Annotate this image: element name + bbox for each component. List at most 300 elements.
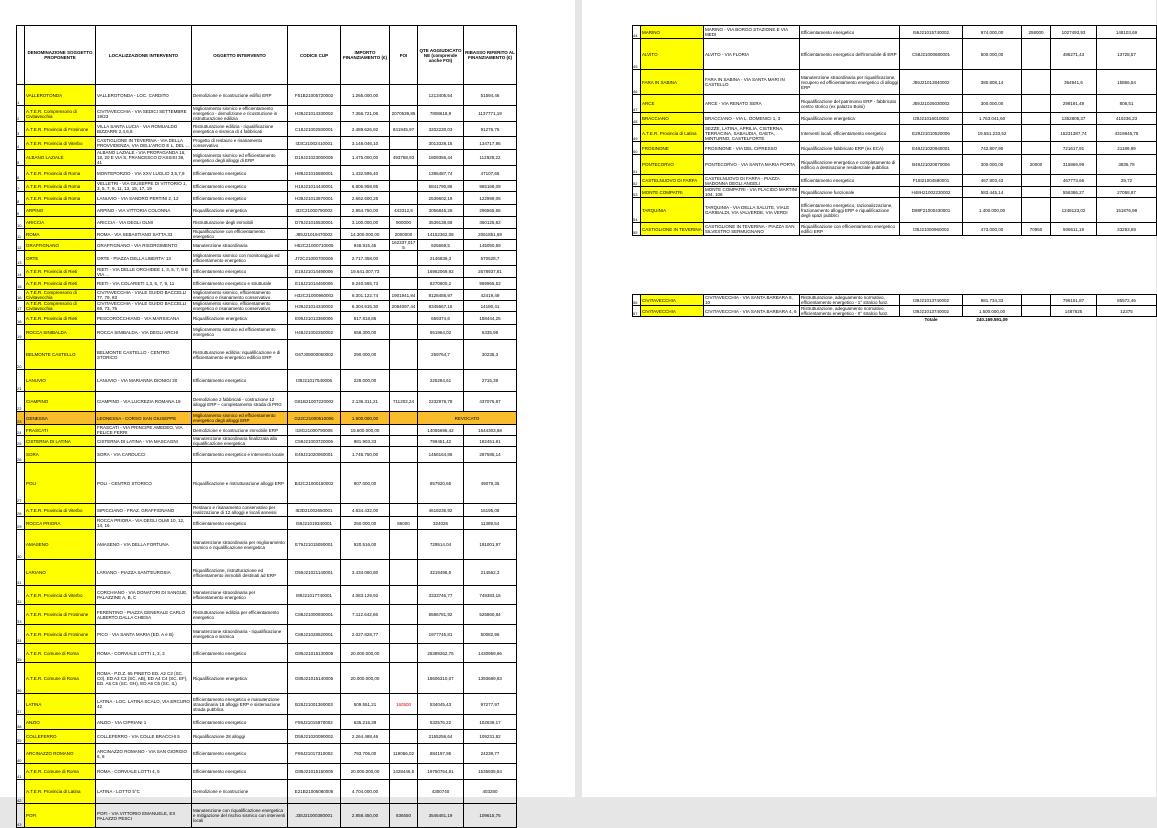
row-number: 26 — [17, 447, 25, 463]
location-cell: FROSINONE - VIA DEL CIPRESSO — [704, 142, 800, 155]
subject-cell: Manutenzione straordinaria per miglioramento sismico e riqualificazione energetica — [192, 530, 288, 560]
discount-cell: 410236,23 — [1097, 113, 1157, 125]
proponent-cell: A.T.E.R. Provincia di Frosinone — [25, 625, 96, 644]
subject-cell: Demolizione 2 fabbricati - costruzione 12 alloggi ERP – completamento strada di PRG — [192, 392, 288, 412]
table-row — [17, 137, 517, 150]
proponent-cell: VALLEROTONDA — [25, 85, 96, 106]
proponent-cell: MARINO — [641, 26, 704, 39]
table-row — [17, 370, 517, 392]
funding-table — [632, 25, 1157, 322]
qte-cell: 259764,7 — [418, 340, 464, 370]
foi-cell — [1022, 70, 1051, 95]
row-number: 19 — [17, 325, 25, 340]
proponent-cell: COLLEFERRO — [25, 730, 96, 744]
subject-cell: Manutenzione straordinaria per riqualificazione, recupero ed efficientamento energetico di alloggi ERP — [800, 70, 900, 95]
foi-cell — [390, 192, 418, 205]
row-number: 36 — [17, 663, 25, 694]
proponent-cell: A.T.E.R. Provincia di Viterbo — [25, 137, 96, 150]
row-number: 49 — [633, 125, 641, 142]
total-value: 240.169.591,09 — [976, 317, 1008, 322]
row-number: 39 — [17, 730, 25, 744]
row-number: 5 — [17, 150, 25, 166]
foi-cell — [390, 605, 418, 625]
qte-cell: 1977745,81 — [418, 625, 464, 644]
table-row — [17, 715, 517, 730]
cup-code-cell: J72C21000700006 — [288, 251, 341, 266]
location-cell: ROMA - CORVIALE LOTTI 4, 5 — [96, 764, 192, 780]
qte-cell: 4618236,92 — [418, 504, 464, 517]
location-cell: ARCINAZZO ROMANO - VIA SAN GIORGIO 6, 8 — [96, 744, 192, 764]
qte-cell: 2232978,78 — [418, 392, 464, 412]
amount-cell: 1.500.000,00 — [341, 412, 390, 425]
foi-cell — [390, 780, 418, 804]
table-row — [17, 290, 517, 301]
total-blank — [1097, 317, 1157, 323]
table-row — [633, 295, 1157, 306]
subject-cell: Efficientamento energetico — [192, 764, 288, 780]
table-row — [17, 644, 517, 663]
amount-cell: 3.148.046,10 — [341, 137, 390, 150]
subject-cell: Efficientamento energetico e intervento locale — [192, 447, 288, 463]
amount-cell: 1.500.000,00 — [963, 306, 1022, 317]
location-cell: VELLETRI - VIA GIUSEPPE DI VITTORIO 1, 3, 5, 7, 9, 11, 13, 15, 17, 19 — [96, 181, 192, 192]
row-number: 13 — [17, 251, 25, 266]
cup-code-cell: H39J21014330002 — [288, 106, 341, 122]
discount-cell: 27058,87 — [1097, 187, 1157, 198]
row-number: 51 — [633, 155, 641, 175]
amount-cell: 250.000,00 — [341, 517, 390, 530]
proponent-cell: ARCE — [641, 95, 704, 113]
cup-code-cell: C58J21000680001 — [900, 39, 963, 70]
subject-cell: Progetto di restauro e risanamento conservativo — [192, 137, 288, 150]
table-row — [17, 251, 517, 266]
location-cell: LANUVIO - VIA SANDRO PERTINI 2, 12 — [96, 192, 192, 205]
qte-cell: 2539602,19 — [418, 192, 464, 205]
qte-cell: 651964,02 — [418, 325, 464, 340]
discount-cell: 122998,06 — [464, 192, 517, 205]
location-cell: AMASENO - VIA DELLA FORTUNA — [96, 530, 192, 560]
proponent-cell: A.T.E.R. Provincia di Latina — [25, 780, 96, 804]
amount-cell: 1.400.000,00 — [963, 198, 1022, 223]
subject-cell: Riqualificazione fabbricato ERP (ex ECA) — [800, 142, 900, 155]
amount-cell: 974.000,00 — [963, 26, 1022, 39]
proponent-cell: A.T.E.R. Provincia di Frosinone — [25, 605, 96, 625]
row-number: 1 — [17, 85, 25, 106]
cup-code-cell: E21B21005080006 — [288, 780, 341, 804]
subject-cell: Efficientamento energetico — [192, 644, 288, 663]
qte-cell: 3219498,5 — [418, 560, 464, 586]
table-row — [17, 312, 517, 325]
proponent-cell: ALBANO LAZIALE — [25, 150, 96, 166]
table-row — [17, 447, 517, 463]
discount-cell: 134717,95 — [464, 137, 517, 150]
subject-cell: Miglioramento sismico e efficientamento energetico - demolizione e ricostruzione in ristrutturazione edilizia — [192, 106, 288, 122]
cup-code-cell: F18I21004590001 — [900, 175, 963, 187]
row-number: 22 — [17, 392, 25, 412]
qte-cell: 1458164,86 — [418, 447, 464, 463]
row-number: 32 — [17, 586, 25, 605]
foi-cell: 836550 — [390, 804, 418, 828]
header-row — [17, 26, 517, 85]
proponent-cell: ALVITO — [641, 39, 704, 70]
proponent-cell: A.T.E.R. Comprensorio di Civitavecchia — [25, 106, 96, 122]
location-cell: MONTE COMPATRI - VIA PLACIDO MARTINI 104, 106 — [704, 187, 800, 198]
column-header: DENOMINAZIONE SOGGETTO PROPONENTE — [25, 26, 96, 85]
discount-cell: 1544303,58 — [464, 425, 517, 436]
discount-cell: 33293,69 — [1097, 223, 1157, 236]
discount-cell: 13728,57 — [1097, 39, 1157, 70]
proponent-cell: CASTIGLIONE IN TEVERINA — [641, 223, 704, 236]
cup-code-cell: F69J21017310002 — [288, 744, 341, 764]
qte-cell: 2155256,64 — [418, 730, 464, 744]
subject-cell: Efficientamento energetico — [192, 715, 288, 730]
proponent-cell: FARA IN SABINA — [641, 70, 704, 95]
table-row — [17, 412, 517, 425]
qte-cell: 3333746,77 — [418, 586, 464, 605]
cup-code-cell: J59J21025030002 — [900, 95, 963, 113]
cup-code-cell: E49J21020060001 — [288, 447, 341, 463]
subject-cell: Miglioramento sismico, efficientamento energetico e risanamento conservativo — [192, 301, 288, 312]
amount-cell: 467.803,43 — [963, 175, 1022, 187]
amount-cell: 473.000,00 — [963, 223, 1022, 236]
proponent-cell: PONTECORVO — [641, 155, 704, 175]
foi-cell — [390, 312, 418, 325]
table-row — [633, 198, 1157, 223]
table-row — [17, 229, 517, 240]
cup-code-cell: F59J21015970002 — [288, 715, 341, 730]
row-number: 6 — [17, 166, 25, 181]
location-cell: BELMONTE CASTELLO - CENTRO STORICO — [96, 340, 192, 370]
location-cell: ROMA - P.D.Z. 65 PINETO ED. A2 C2 (SC. C0), ED A3 C3 (SC. AB), ED A4 C4 (SC. EF), ED. A5 C5 (SC. GH), ED A6 C6 (SC. IL) — [96, 663, 192, 694]
cup-code-cell: E49J21020940001 — [900, 142, 963, 155]
total-row — [633, 317, 1157, 323]
subject-cell: Efficientamento energetico — [192, 192, 288, 205]
row-number: 48 — [633, 113, 641, 125]
subject-cell: Riqualificazione energetica — [192, 312, 288, 325]
proponent-cell: AMASENO — [25, 530, 96, 560]
qte-cell: 3202230,03 — [418, 122, 464, 137]
subject-cell: Efficientamento energetico — [192, 370, 288, 392]
discount-cell: 97277,97 — [464, 694, 517, 715]
row-number: 20 — [17, 340, 25, 370]
location-cell: ANZIO - VIA CIPRIANI 1 — [96, 715, 192, 730]
column-header: LOCALIZZAZIONE INTERVENTO — [96, 26, 192, 85]
row-number: 12 — [17, 240, 25, 251]
row-number: 3 — [17, 122, 25, 137]
total-blank — [641, 317, 704, 323]
foi-cell — [390, 663, 418, 694]
table-row — [17, 192, 517, 205]
cup-code-cell: C59J21003720006 — [288, 436, 341, 447]
subject-cell: Riqualificazione con efficientamento energetico edifici ERP — [800, 223, 900, 236]
proponent-cell: FRASCATI — [25, 425, 96, 436]
cup-code-cell: D59J21021140001 — [288, 560, 341, 586]
proponent-cell: A.T.E.R. Provincia di Rieti — [25, 312, 96, 325]
amount-cell: 1.265.000,00 — [341, 85, 390, 106]
discount-cell: 29,72 — [1097, 175, 1157, 187]
foi-cell: 70950 — [1022, 223, 1051, 236]
qte-cell: 4300740 — [418, 780, 464, 804]
subject-cell: Manutenzione straordinaria per efficientamento energetico — [192, 586, 288, 605]
cup-code-cell: I59J21019340001 — [288, 517, 341, 530]
proponent-cell: CASTELNUOVO DI FARFA — [641, 175, 704, 187]
amount-cell: 881.734,33 — [963, 295, 1022, 306]
discount-cell: 42419,49 — [464, 290, 517, 301]
discount-cell: 3835,78 — [1097, 155, 1157, 175]
qte-cell: 14152362,08 — [418, 229, 464, 240]
foi-cell — [390, 730, 418, 744]
cup-code-cell: J59J21013840002 — [900, 70, 963, 95]
table-row — [17, 625, 517, 644]
amount-cell: 19.641.007,73 — [341, 266, 390, 278]
row-number: 18 — [17, 312, 25, 325]
foi-cell — [390, 412, 418, 425]
foi-cell — [390, 436, 418, 447]
cup-code-cell: C18J21002500001 — [288, 122, 341, 137]
table-row — [17, 517, 517, 530]
amount-cell: 20.000.000,00 — [341, 644, 390, 663]
row-number: 37 — [17, 694, 25, 715]
cup-code-cell: B42C21000150002 — [288, 463, 341, 504]
cup-code-cell: D59J21020090002 — [288, 730, 341, 744]
discount-cell: 360125,82 — [464, 217, 517, 229]
cup-code-cell: D88F21000430001 — [900, 198, 963, 223]
location-cell: POLI - CENTRO STORICO — [96, 463, 192, 504]
column-header: IMPORTO FINANZIAMENTO (€) — [341, 26, 390, 85]
qte-cell: 7808618,9 — [418, 106, 464, 122]
table-row — [17, 301, 517, 312]
amount-cell: 2.264.488,46 — [341, 730, 390, 744]
subject-cell: Efficientamento energetico — [800, 26, 900, 39]
subject-cell: Riqualificazione con efficientamento energetico — [192, 229, 288, 240]
discount-cell: 14180,41 — [464, 301, 517, 312]
qte-cell: 721617,91 — [1051, 142, 1097, 155]
amount-cell: 19.551.233,52 — [963, 125, 1022, 142]
discount-cell: 2715,39 — [464, 370, 517, 392]
qte-cell: 1248123,02 — [1051, 198, 1097, 223]
location-cell: ROMA - VIA SEBASTIANO SATTA 33 — [96, 229, 192, 240]
table-row — [17, 392, 517, 412]
location-cell: ORTE - PIAZZA DELLA LIBERTA' 13 — [96, 251, 192, 266]
location-cell: CIVITAVECCHIA - VIALE GUIDO BACCELLI 69, 73, 75 — [96, 301, 192, 312]
table-row — [17, 217, 517, 229]
discount-cell: 437076,87 — [464, 392, 517, 412]
row-number: 42 — [17, 780, 25, 804]
discount-cell: 12375 — [1097, 306, 1157, 317]
table-row — [17, 340, 517, 370]
row-number: 8 — [17, 192, 25, 205]
location-cell: LANUVIO - VIA MARIANNA DIONIGI 20 — [96, 370, 192, 392]
foi-cell: 711202,24 — [390, 392, 418, 412]
subject-cell: Demolizione e ricostruzione edifici ERP — [192, 85, 288, 106]
proponent-cell: LANUVIO — [25, 370, 96, 392]
location-cell: MARINO - VIA BORGO STAZIONE E VIA MEDI — [704, 26, 800, 39]
location-cell: FRASCATI - VIA PRINCIPE AMEDEO, VIA FELICE FERRI — [96, 425, 192, 436]
subject-cell: Efficientamento energetico — [192, 744, 288, 764]
qte-cell: REVOCATO — [418, 412, 517, 425]
proponent-cell: A.T.E.R. Provincia di Viterbo — [25, 586, 96, 605]
discount-cell: 525860,84 — [464, 605, 517, 625]
discount-cell: 49079,35 — [464, 463, 517, 504]
discount-cell: 11389,54 — [464, 517, 517, 530]
cup-code-cell: G89J21015140005 — [288, 663, 341, 694]
qte-cell: 729514,04 — [418, 530, 464, 560]
proponent-cell: POFI — [25, 804, 96, 828]
location-cell: LATINA - LOTTO 5°C — [96, 780, 192, 804]
row-number: 34 — [17, 625, 25, 644]
total-blank — [800, 317, 900, 323]
foi-cell — [1022, 125, 1051, 142]
qte-cell: 14055696,42 — [418, 425, 464, 436]
discount-cell: 1535935,84 — [464, 764, 517, 780]
proponent-cell: A.T.E.R. Comprensorio di Civitavecchia — [25, 301, 96, 312]
table-row — [17, 463, 517, 504]
qte-cell: 1213405,54 — [418, 85, 464, 106]
proponent-cell: GENESSA — [25, 412, 96, 425]
amount-cell: 9.240.565,73 — [341, 278, 390, 290]
proponent-cell: BRACCIANO — [641, 113, 704, 125]
cup-code-cell: J38J21000380001 — [288, 804, 341, 828]
discount-cell: 296565,66 — [464, 205, 517, 217]
cup-code-cell: J89J21019470002 — [288, 229, 341, 240]
amount-cell: 14.300.000,00 — [341, 229, 390, 240]
cup-code-cell: E99J21013360006 — [288, 312, 341, 325]
amount-cell: 793.706,00 — [341, 744, 390, 764]
qte-cell: 299191,49 — [1051, 95, 1097, 113]
proponent-cell: SORA — [25, 447, 96, 463]
qte-cell: 1352805,37 — [1051, 113, 1097, 125]
amount-cell: 4.083.129,92 — [341, 586, 390, 605]
foi-cell — [390, 340, 418, 370]
table-row — [633, 113, 1157, 125]
row-number: 29 — [17, 517, 25, 530]
row-number: 16 — [17, 290, 25, 301]
table-row — [17, 325, 517, 340]
proponent-cell: LATINA — [25, 694, 96, 715]
document-page-2 — [582, 0, 1156, 797]
amount-cell: 583.445,14 — [963, 187, 1022, 198]
foi-cell: 162337,0175 — [390, 240, 418, 251]
amount-cell: 228.000,00 — [341, 370, 390, 392]
row-number: 47 — [633, 95, 641, 113]
location-cell: VILLA SANTA LUCIA - VIA ROMUALDO BIZZARRI 2,4,6,8 — [96, 122, 192, 137]
location-cell: ARCE - VIA RENATO SERA — [704, 95, 800, 113]
cup-code-cell: I39J21013740002 — [900, 295, 963, 306]
foi-cell — [390, 530, 418, 560]
cup-code-cell: D79J21016530001 — [288, 217, 341, 229]
location-cell: BRACCIANO - VIA L. DOMENICI 1, 3 — [704, 113, 800, 125]
spacer-cell — [633, 236, 1157, 295]
proponent-cell: ORTE — [25, 251, 96, 266]
cup-code-cell: I53D21002650001 — [288, 504, 341, 517]
qte-cell: 225284,61 — [418, 370, 464, 392]
foi-cell — [390, 447, 418, 463]
proponent-cell: BELMONTE CASTELLO — [25, 340, 96, 370]
cup-code-cell: C89J21028520001 — [288, 625, 341, 644]
total-blank — [1051, 317, 1097, 323]
qte-cell: 25389262,75 — [418, 644, 464, 663]
discount-cell: 214562,3 — [464, 560, 517, 586]
amount-cell: 3.434.060,80 — [341, 560, 390, 586]
qte-cell: 6586781,92 — [418, 605, 464, 625]
proponent-cell: CISTERNA DI LATINA — [25, 436, 96, 447]
proponent-cell: GRAFFIGNANO — [25, 240, 96, 251]
table-row — [17, 205, 517, 217]
table-row — [17, 804, 517, 828]
proponent-cell: ROMA — [25, 229, 96, 240]
amount-cell: 20.000.000,00 — [341, 764, 390, 780]
qte-cell: 1487625 — [1051, 306, 1097, 317]
row-number: 43 — [17, 804, 25, 828]
discount-cell: 191001,97 — [464, 530, 517, 560]
table-row — [17, 425, 517, 436]
location-cell: ROCCA PRIORA - VIA DEGLI OLMI 10, 12, 14, 16 — [96, 517, 192, 530]
amount-cell: 2.858.450,00 — [341, 804, 390, 828]
foi-cell — [1022, 142, 1051, 155]
qte-cell: 324026 — [418, 517, 464, 530]
location-cell: SEZZE, LATINA, APRILIA, CISTERNA, TERRACINA, SABAUDIA, GAETA, MINTURNO, CASTELFORTE — [704, 125, 800, 142]
subject-cell: Miglioramento sismico ed efficientamento energetico degli alloggi di ERP — [192, 150, 288, 166]
table-row — [633, 142, 1157, 155]
qte-cell: 3539138,68 — [418, 217, 464, 229]
table-row — [17, 436, 517, 447]
foi-cell: 119056,02 — [390, 744, 418, 764]
foi-cell — [390, 586, 418, 605]
row-number: 30 — [17, 530, 25, 560]
total-label: Totale — [924, 317, 938, 322]
location-cell: POFI - VIA VITTORIO EMANUELE, EX PALAZZO PESCI — [96, 804, 192, 828]
amount-cell: 817.818,85 — [341, 312, 390, 325]
row-number: 40 — [17, 744, 25, 764]
qte-cell: 1809356,44 — [418, 150, 464, 166]
row-number: 7 — [17, 181, 25, 192]
cup-code-cell: E19J21014490006 — [288, 266, 341, 278]
cup-code-cell: H48J21002250002 — [288, 325, 341, 340]
discount-cell: 1393689,93 — [464, 663, 517, 694]
location-cell: CIAMPINO - VIA LUCREZIA ROMANA 19 — [96, 392, 192, 412]
table-row — [17, 150, 517, 166]
location-cell: CISTERNA DI LATINA - VIA MASCAGNI — [96, 436, 192, 447]
amount-cell: 907.000,00 — [341, 463, 390, 504]
funding-table — [16, 25, 517, 828]
row-number: 46 — [633, 70, 641, 95]
amount-cell: 948.915,45 — [341, 240, 390, 251]
qte-cell: 315869,99 — [1051, 155, 1097, 175]
subject-cell: Riqualificazione, ristrutturazione ed efficientamento immobili destinati ad ERP — [192, 560, 288, 586]
subject-cell: Riqualificazione del patrimonio ERP - fabbricato centro storico (ex palazzo Boisi) — [800, 95, 900, 113]
table-row — [17, 560, 517, 586]
row-number: 14 — [17, 266, 25, 278]
qte-cell: 884197,95 — [418, 744, 464, 764]
discount-cell: 4319845,78 — [1097, 125, 1157, 142]
qte-cell: 16962069,92 — [418, 266, 464, 278]
subject-cell: Demolizione e ricostruzione — [192, 780, 288, 804]
row-number: 17 — [17, 301, 25, 312]
discount-cell: 50082,96 — [464, 625, 517, 644]
cup-code-cell: G81B21007220002 — [288, 392, 341, 412]
proponent-cell: A.T.E.R. Provincia di Frosinone — [25, 122, 96, 137]
location-cell: VALLEROTONDA - LOC. CARDITO — [96, 85, 192, 106]
amount-cell: 4.634.432,00 — [341, 504, 390, 517]
location-cell: FARA IN SABINA - VIA SANTA MARI IN CASTELLO — [704, 70, 800, 95]
column-header: RIBASSO RIFERITO AL FINANZIAMENTO (€) — [464, 26, 517, 85]
location-cell: LATINA - LOC. LATINA SCALO, VIA ERCURO 42 — [96, 694, 192, 715]
document-page-1 — [0, 0, 575, 827]
subject-cell: Efficientamento energetico dell'immobile di ERP — [800, 39, 900, 70]
foi-cell — [1022, 175, 1051, 187]
amount-cell: 1.763.041,60 — [963, 113, 1022, 125]
amount-cell: 920.516,00 — [341, 530, 390, 560]
